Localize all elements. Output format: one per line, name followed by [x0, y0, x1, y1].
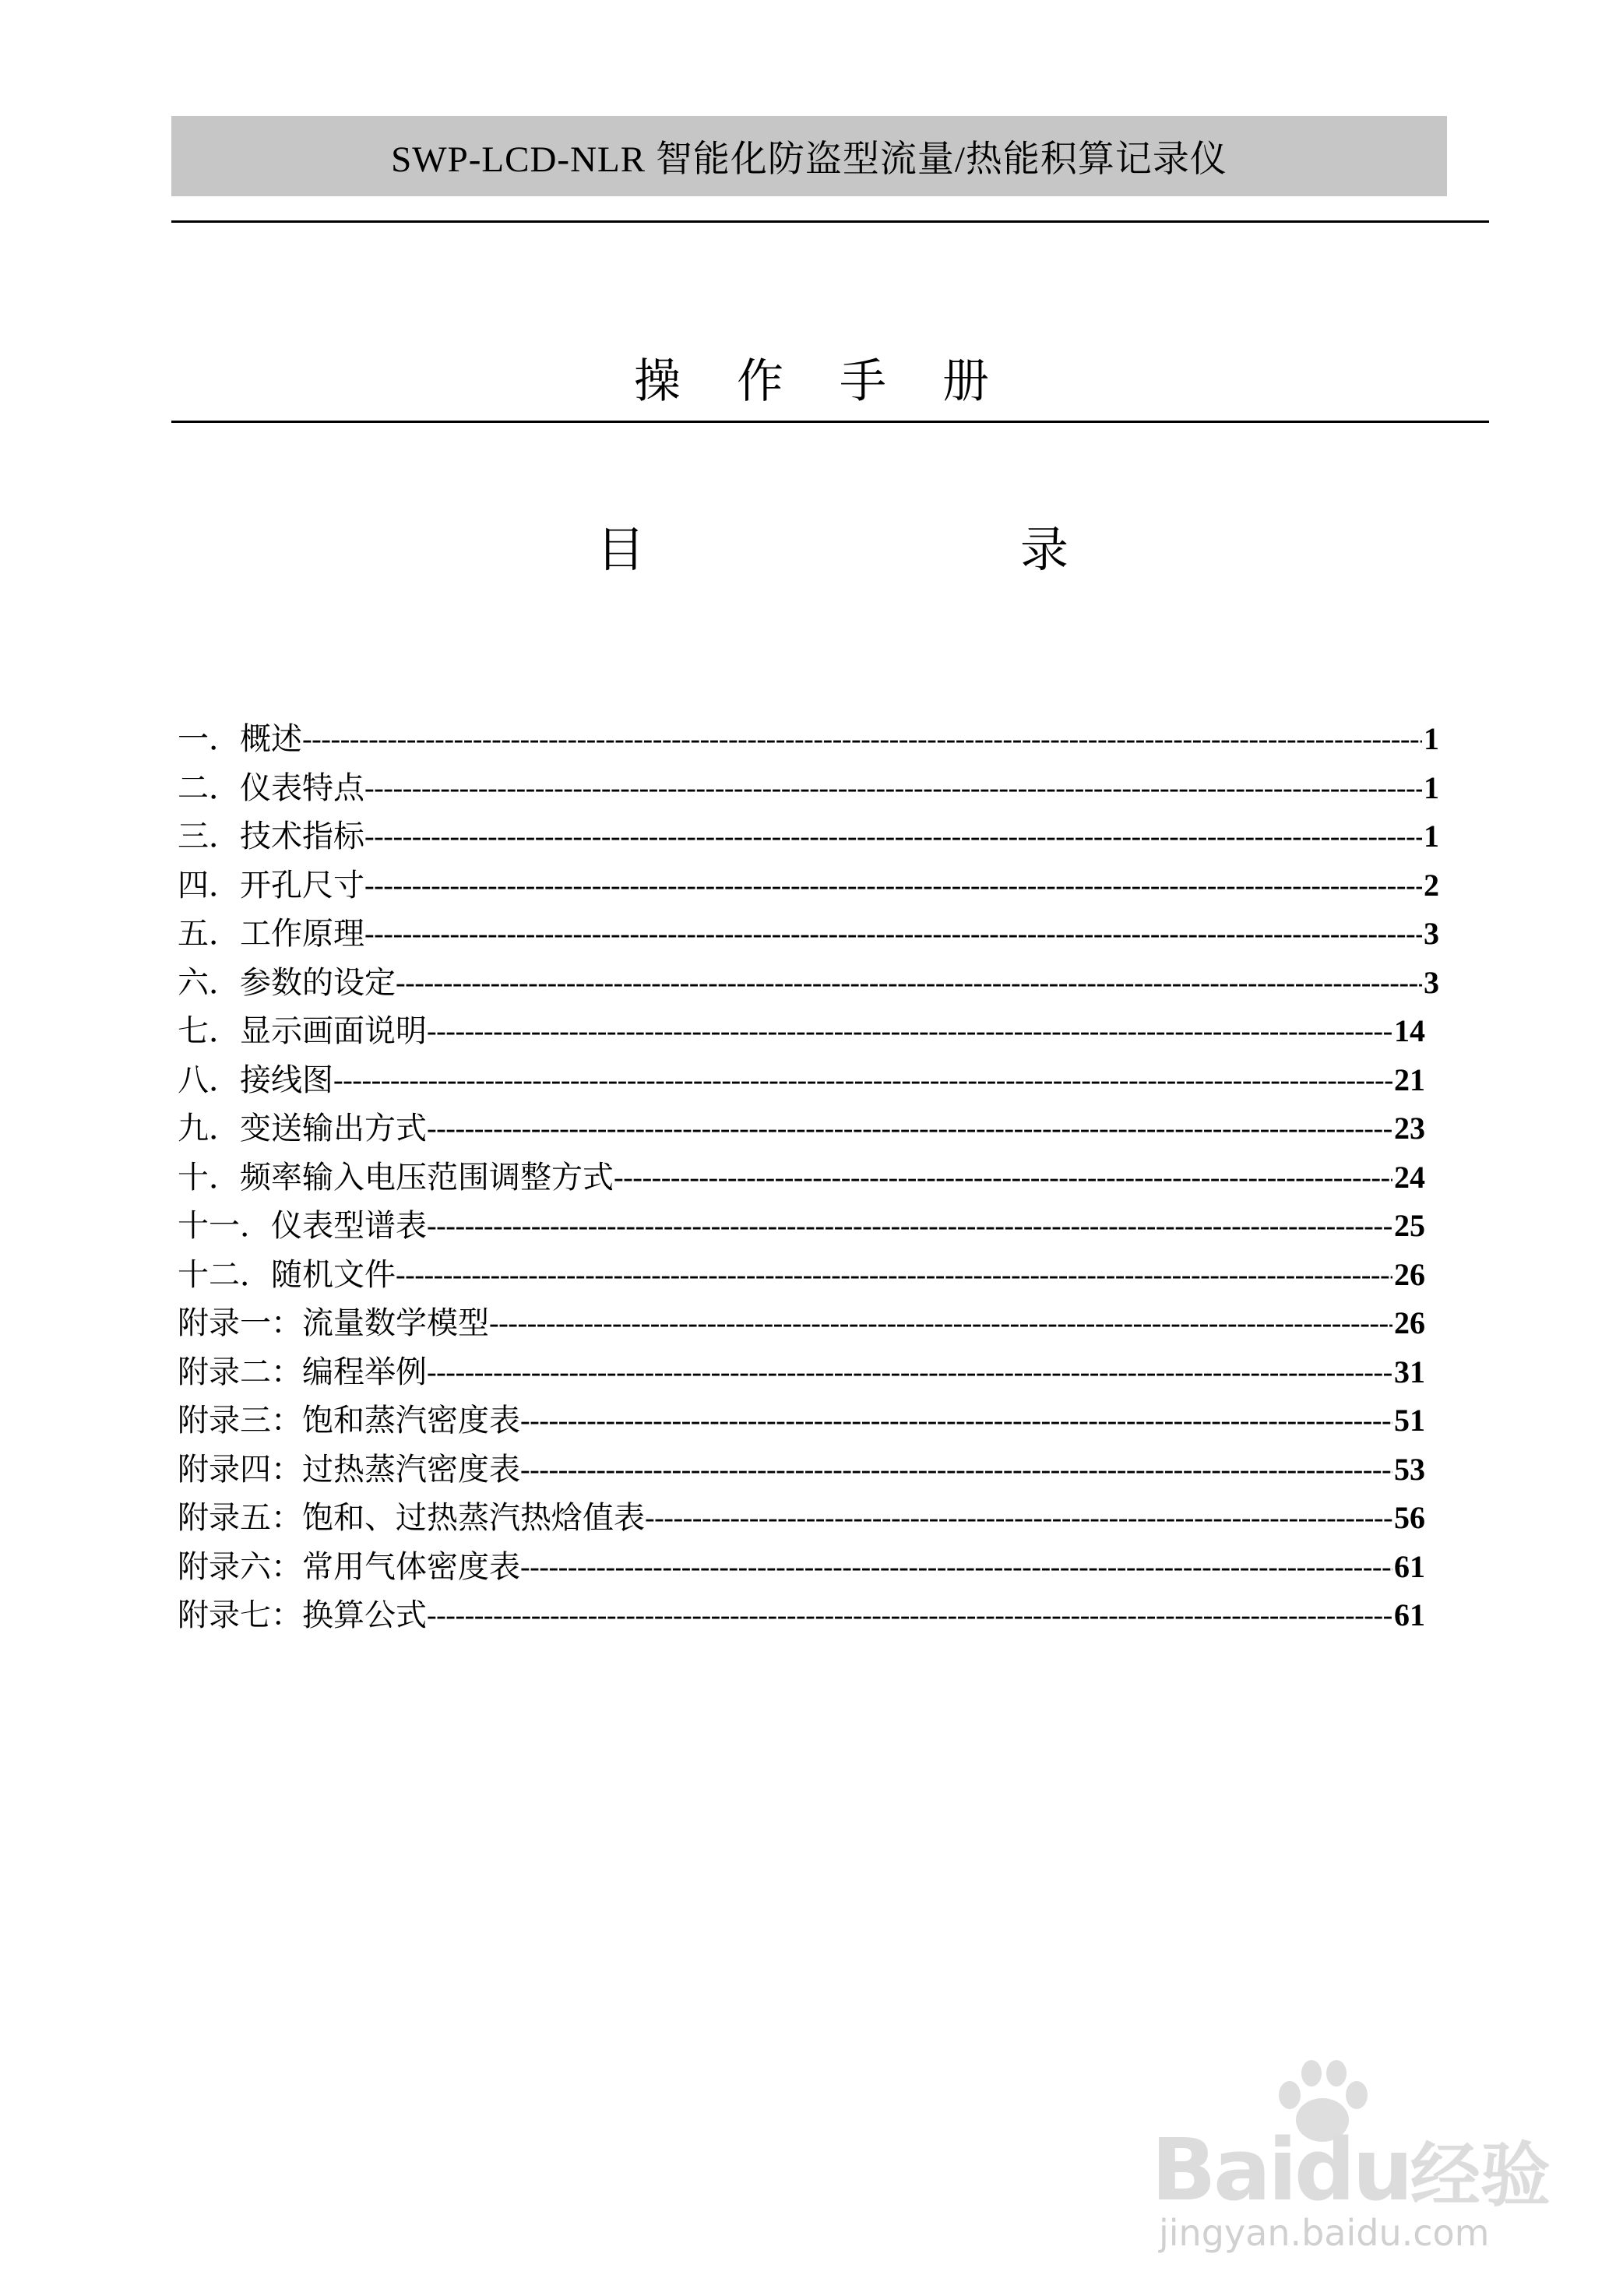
- toc-entry[interactable]: [178, 1007, 1425, 1056]
- toc-entry-page: 31: [1394, 1354, 1425, 1389]
- toc-leader-dashes: [520, 1548, 1392, 1586]
- toc-entry-page: 3: [1424, 964, 1439, 1000]
- toc-leader-dashes: [520, 1451, 1392, 1488]
- manual-title-char: 手: [840, 354, 886, 409]
- toc-entry-label: 附录七：换算公式: [178, 1597, 427, 1634]
- toc-entry-label: 九．变送输出方式: [178, 1111, 427, 1147]
- toc-entry-label: 附录六：常用气体密度表: [178, 1548, 520, 1585]
- toc-entry-page: 51: [1394, 1403, 1425, 1439]
- toc-entry-page: 61: [1394, 1597, 1425, 1633]
- toc-leader-dashes: [427, 1110, 1392, 1147]
- toc-entry[interactable]: [178, 861, 1439, 910]
- toc-entry[interactable]: [178, 959, 1439, 1008]
- toc-leader-dashes: [364, 818, 1422, 855]
- toc-entry[interactable]: [178, 1446, 1425, 1495]
- toc-entry-page: 61: [1394, 1548, 1425, 1584]
- toc-leader-dashes: [396, 964, 1422, 1002]
- toc-entry-page: 1: [1424, 721, 1439, 757]
- toc-entry[interactable]: [178, 1202, 1425, 1251]
- toc-leader-dashes: [364, 915, 1422, 953]
- baidu-jingyan-watermark: [1151, 2056, 1556, 2254]
- toc-leader-dashes: [302, 720, 1422, 758]
- toc-entry-label: 附录四：过热蒸汽密度表: [178, 1451, 520, 1488]
- toc-entry-page: 24: [1394, 1159, 1425, 1195]
- toc-entry-label: 附录三：饱和蒸汽密度表: [178, 1403, 520, 1439]
- toc-entry-page: 26: [1394, 1305, 1425, 1341]
- toc-entry-label: 四．开孔尺寸: [178, 867, 364, 903]
- toc-entry[interactable]: [178, 1494, 1425, 1543]
- toc-title-left: 目: [597, 521, 646, 578]
- toc-entry-label: 二．仪表特点: [178, 769, 364, 806]
- toc-entry[interactable]: [178, 1056, 1425, 1105]
- toc-leader-dashes: [427, 1597, 1392, 1634]
- manual-title-char: 操: [634, 354, 681, 409]
- toc-entry[interactable]: [178, 910, 1439, 959]
- toc-entry[interactable]: [178, 1251, 1425, 1300]
- toc-entry-page: 53: [1394, 1451, 1425, 1487]
- toc-entry-label: 七．显示画面说明: [178, 1013, 427, 1050]
- header-rule: [171, 220, 1489, 223]
- toc-leader-dashes: [364, 867, 1422, 904]
- toc-entry-page: 23: [1394, 1111, 1425, 1146]
- manual-title-char: 册: [942, 354, 989, 409]
- toc-entry-page: 25: [1394, 1208, 1425, 1244]
- toc-entry-label: 附录二：编程举例: [178, 1354, 427, 1390]
- toc-entry-page: 26: [1394, 1256, 1425, 1292]
- header-band: [171, 116, 1447, 196]
- toc-entry-page: 56: [1394, 1500, 1425, 1536]
- toc-leader-dashes: [364, 769, 1422, 807]
- toc-entry-page: 2: [1424, 867, 1439, 903]
- toc-leader-dashes: [645, 1499, 1392, 1537]
- toc-leader-dashes: [520, 1402, 1392, 1439]
- toc-entry[interactable]: [178, 715, 1439, 764]
- toc-entry[interactable]: [178, 1348, 1425, 1397]
- toc-entry-page: 14: [1394, 1013, 1425, 1049]
- toc-leader-dashes: [489, 1305, 1392, 1342]
- toc-entry[interactable]: [178, 1591, 1425, 1640]
- toc-entry-label: 附录一：流量数学模型: [178, 1305, 489, 1342]
- toc-entry-page: 1: [1424, 769, 1439, 805]
- manual-title: [0, 354, 1623, 409]
- toc-leader-dashes: [396, 1256, 1392, 1294]
- toc-entry-label: 十一．仪表型谱表: [178, 1208, 427, 1245]
- toc-leader-dashes: [333, 1062, 1392, 1099]
- watermark-logo: Baidu经验: [1151, 2120, 1551, 2220]
- toc-entry-page: 1: [1424, 819, 1439, 854]
- watermark-url: jingyan.baidu.com: [1159, 2212, 1490, 2254]
- toc-entry[interactable]: [178, 1299, 1425, 1348]
- toc-entry[interactable]: [178, 1153, 1425, 1203]
- toc-entry-label: 一．概述: [178, 721, 302, 758]
- toc-entry-label: 附录五：饱和、过热蒸汽热焓值表: [178, 1500, 645, 1537]
- toc-entry-label: 十二．随机文件: [178, 1256, 396, 1293]
- toc-entry-page: 21: [1394, 1062, 1425, 1097]
- toc-entry-label: 三．技术指标: [178, 819, 364, 855]
- toc-leader-dashes: [427, 1207, 1392, 1245]
- toc-entry[interactable]: [178, 1396, 1425, 1446]
- toc-entry-label: 五．工作原理: [178, 916, 364, 953]
- toc-entry[interactable]: [178, 1104, 1425, 1153]
- toc-entry-label: 六．参数的设定: [178, 964, 396, 1001]
- toc-entry[interactable]: [178, 812, 1439, 861]
- manual-title-char: 作: [737, 354, 783, 409]
- title-rule: [171, 421, 1489, 423]
- toc-entry[interactable]: [178, 764, 1439, 813]
- toc-entry[interactable]: [178, 1543, 1425, 1592]
- toc-entry-label: 十．频率输入电压范围调整方式: [178, 1159, 614, 1196]
- toc-leader-dashes: [427, 1354, 1392, 1391]
- document-header-title: SWP-LCD-NLR 智能化防盗型流量/热能积算记录仪: [391, 139, 1227, 180]
- toc-entry-label: 八．接线图: [178, 1062, 333, 1098]
- toc-entry-page: 3: [1424, 916, 1439, 952]
- toc-title-right: 录: [1020, 521, 1069, 578]
- table-of-contents: [178, 715, 1439, 1640]
- toc-leader-dashes: [614, 1159, 1392, 1196]
- toc-leader-dashes: [427, 1012, 1392, 1050]
